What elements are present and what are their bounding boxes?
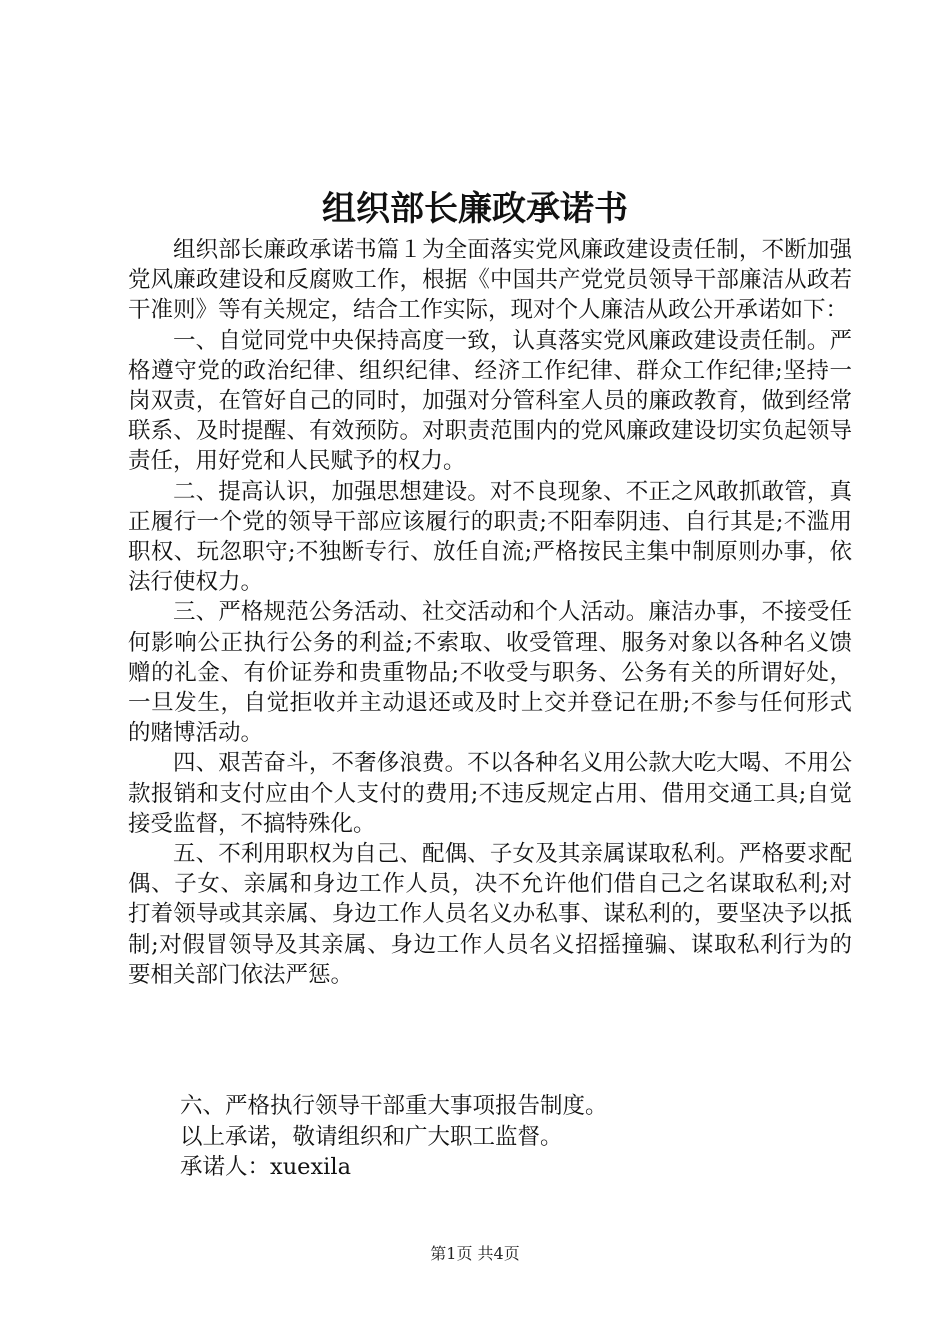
paragraph-item-6: 六、严格执行领导干部重大事项报告制度。 [180, 1093, 608, 1119]
page-footer: 第1页 共4页 [430, 1244, 520, 1263]
document-body [128, 235, 852, 990]
paragraph-item-3: 三、严格规范公务活动、社交活动和个人活动。廉洁办事，不接受任何影响公正执行公务的利益;不索取、收受管理、服务对象以各种名义馈赠的礼金、有价证券和贵重物品;不收受与职务、公务有关的所谓好处，一旦发生，自觉拒收并主动退还或及时上交并登记在册;不参与任何形式的赌博活动。 [128, 599, 852, 747]
paragraph-item-5: 五、不利用职权为自己、配偶、子女及其亲属谋取私利。严格要求配偶、子女、亲属和身边工作人员，决不允许他们借自己之名谋取私利;对打着领导或其亲属、身边工作人员名义办私事、谋私利的，要坚决予以抵制;对假冒领导及其亲属、身边工作人员名义招摇撞骗、谋取私利行为的要相关部门依法严惩。 [128, 841, 852, 988]
paragraph-item-4: 四、艰苦奋斗，不奢侈浪费。不以各种名义用公款大吃大喝、不用公款报销和支付应由个人支付的费用;不违反规定占用、借用交通工具;自觉接受监督，不搞特殊化。 [128, 750, 852, 837]
document-title: 组织部长廉政承诺书 [322, 189, 628, 229]
paragraph-item-2: 二、提高认识，加强思想建设。对不良现象、不正之风敢抓敢管，真正履行一个党的领导干部应该履行的职责;不阳奉阴违、自行其是;不滥用职权、玩忽职守;不独断专行、放任自流;严格按民主集中制原则办事，依法行使权力。 [128, 478, 852, 596]
closing-statement: 以上承诺，敬请组织和广大职工监督。 [180, 1123, 563, 1150]
document-closing [180, 1091, 860, 1183]
paragraph-item-1: 一、自觉同党中央保持高度一致，认真落实党风廉政建设责任制。严格遵守党的政治纪律、组织纪律、经济工作纪律、群众工作纪律;坚持一岗双责，在管好自己的同时，加强对分管科室人员的廉政教育，做到经常联系、及时提醒、有效预防。对职责范围内的党风廉政建设切实负起领导责任，用好党和人民赋予的权力。 [128, 327, 852, 475]
paragraph-intro: 组织部长廉政承诺书篇１为全面落实党风廉政建设责任制，不断加强党风廉政建设和反腐败工作，根据《中国共产党党员领导干部廉洁从政若干准则》等有关规定，结合工作实际，现对个人廉洁从政公开承诺如下： [128, 237, 852, 324]
signatory-line: 承诺人：xuexila [180, 1154, 351, 1180]
